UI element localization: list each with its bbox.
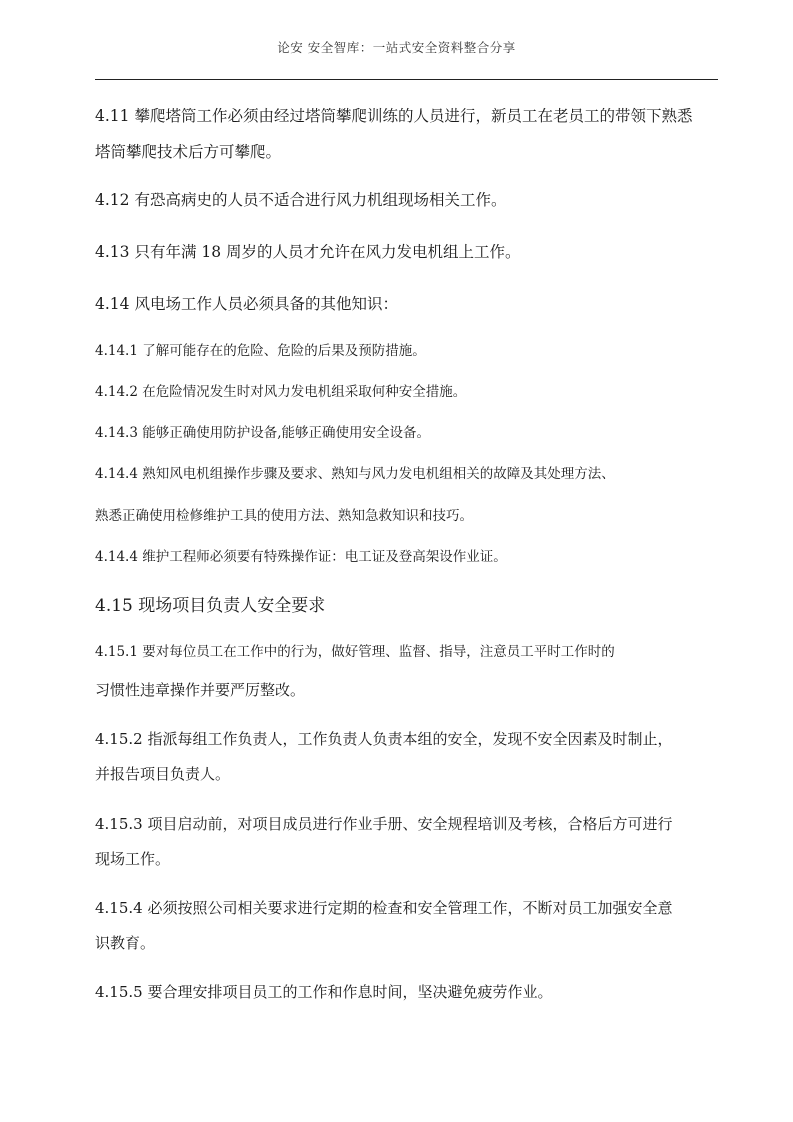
paragraph-line: 熟悉正确使用检修维护工具的使用方法、熟知急救知识和技巧。 [95,508,473,524]
paragraph-4-15-5: 4.15.5 要合理安排项目员工的工作和作息时间，坚决避免疲劳作业。 [95,983,553,1001]
paragraph-4-14-3: 4.14.3 能够正确使用防护设备,能够正确使用安全设备。 [95,425,431,441]
paragraph-line: 习惯性违章操作并要严厉整改。 [95,681,306,699]
paragraph-line: 4.11 攀爬塔筒工作必须由经过塔筒攀爬训练的人员进行，新员工在老员工的带领下熟悉 [95,107,693,125]
paragraph-4-15-2 [95,727,718,786]
paragraph-4-14: 4.14 风电场工作人员必须具备的其他知识： [95,295,398,313]
paragraph-4-11 [95,104,718,164]
paragraph-4-14-4 [95,463,718,527]
paragraph-line: 4.15.4 必须按照公司相关要求进行定期的检查和安全管理工作，不断对员工加强安全意 [95,899,673,917]
paragraph-line: 4.15.3 项目启动前，对项目成员进行作业手册、安全规程培训及考核，合格后方可进行 [95,815,673,833]
paragraph-line: 塔筒攀爬技术后方可攀爬。 [95,143,282,161]
paragraph-4-14-2: 4.14.2 在危险情况发生时对风力发电机组采取何种安全措施。 [95,384,467,400]
paragraph-4-15-3 [95,812,718,871]
paragraph-line: 现场工作。 [95,850,171,868]
page-header: 论安 安全智库：一站式安全资料整合分享 [277,40,516,55]
paragraph-line: 4.15.2 指派每组工作负责人，工作负责人负责本组的安全，发现不安全因素及时制止， [95,730,673,748]
header-divider [95,79,718,80]
paragraph-4-14-1: 4.14.1 了解可能存在的危险、危险的后果及预防措施。 [95,343,426,359]
paragraph-4-13: 4.13 只有年满 18 周岁的人员才允许在风力发电机组上工作。 [95,243,521,261]
section-heading-4-15: 4.15 现场项目负责人安全要求 [95,596,326,616]
paragraph-line: 识教育。 [95,934,156,952]
paragraph-line: 并报告项目负责人。 [95,765,231,783]
paragraph-line: 4.14.4 熟知风电机组操作步骤及要求、熟知与风力发电机组相关的故障及其处理方法、 [95,466,615,482]
paragraph-line: 4.15.1 要对每位员工在工作中的行为，做好管理、监督、指导，注意员工平时工作时的 [95,644,615,660]
paragraph-4-14-4b: 4.14.4 维护工程师必须要有特殊操作证：电工证及登高架设作业证。 [95,549,507,565]
paragraph-4-15-4 [95,896,718,955]
paragraph-4-12: 4.12 有恐高病史的人员不适合进行风力机组现场相关工作。 [95,191,507,209]
paragraph-4-15-1 [95,641,718,701]
